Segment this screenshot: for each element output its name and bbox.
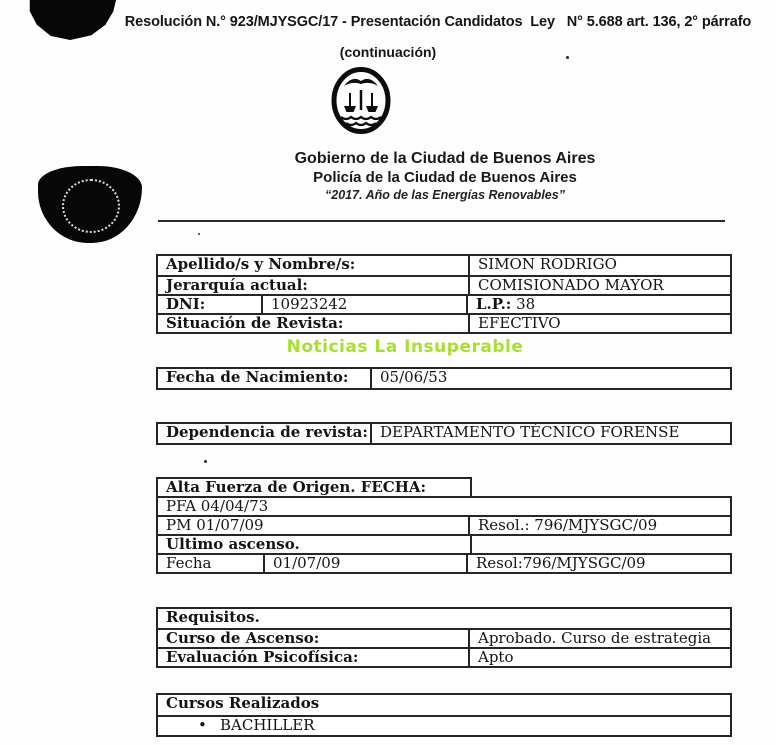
ink-blot-top-left	[28, 0, 116, 40]
table-row-rank	[158, 275, 730, 294]
status-value: EFECTIVO	[468, 315, 730, 332]
table-row-dni	[158, 294, 730, 313]
promotion-resolution: Resol:796/MJYSGC/09	[466, 555, 730, 572]
dependency-label: Dependencia de revista:	[166, 424, 368, 441]
pfa-date: PFA 04/04/73	[166, 498, 269, 515]
table-row-courses-header	[158, 695, 730, 715]
pm-date: PM 01/07/09	[166, 517, 264, 534]
table-row-requirements-header	[158, 609, 730, 628]
last-promotion-date-row	[156, 553, 732, 574]
birth-date-table	[156, 367, 732, 390]
promotion-date-value: 01/07/09	[263, 555, 466, 572]
status-label: Situación de Revista:	[166, 315, 344, 332]
bullet-icon: •	[198, 717, 207, 734]
dni-label: DNI:	[166, 296, 206, 313]
pm-resolution: Resol.: 796/MJYSGC/09	[468, 517, 730, 534]
force-origin-pm-row	[156, 515, 732, 536]
rank-label: Jerarquía actual:	[166, 277, 308, 294]
course-item	[158, 717, 730, 735]
government-name: Gobierno de la Ciudad de Buenos Aires	[294, 150, 596, 167]
dependency-table	[156, 422, 732, 445]
courses-table	[156, 693, 732, 737]
dni-value: 10923242	[261, 296, 466, 313]
lp-label: L.P.:	[476, 296, 512, 313]
eval-value: Apto	[468, 649, 730, 666]
ink-blot-left-margin	[38, 166, 142, 243]
personal-info-table	[156, 254, 732, 334]
lp-value: 38	[511, 296, 536, 313]
course-item-text: BACHILLER	[220, 717, 315, 734]
course-label: Curso de Ascenso:	[166, 630, 320, 647]
table-row-birth	[158, 369, 730, 388]
force-origin-header-cell	[156, 477, 472, 498]
watermark-text: Noticias La Insuperable	[286, 337, 524, 357]
ink-blot-ring-artifact	[62, 179, 120, 233]
ink-speck	[204, 460, 207, 463]
table-row-surname	[158, 256, 730, 275]
surname-value: SIMON RODRIGO	[468, 256, 730, 275]
table-row-status	[158, 313, 730, 332]
table-row-course	[158, 628, 730, 647]
requirements-header: Requisitos.	[166, 609, 260, 626]
promotion-date-label: Fecha	[166, 555, 212, 572]
continuation-label: (continuación)	[339, 44, 437, 60]
birth-label: Fecha de Nacimiento:	[166, 369, 349, 386]
ink-speck	[198, 233, 200, 235]
requirements-table	[156, 607, 732, 668]
rank-value: COMISIONADO MAYOR	[468, 277, 730, 294]
table-row-dependency	[158, 424, 730, 443]
eval-label: Evaluación Psicofísica:	[166, 649, 359, 666]
table-row-psych-eval	[158, 647, 730, 666]
dependency-value: DEPARTAMENTO TÉCNICO FORENSE	[370, 424, 730, 443]
buenos-aires-coat-of-arms-icon	[330, 66, 392, 135]
year-slogan: “2017. Año de las Energías Renovables”	[325, 188, 565, 202]
birth-value: 05/06/53	[370, 369, 730, 388]
police-name: Policía de la Ciudad de Buenos Aires	[313, 169, 577, 186]
lp-field	[466, 296, 730, 313]
header-divider-line	[158, 220, 725, 222]
surname-label: Apellido/s y Nombre/s:	[166, 256, 356, 273]
last-promotion-header-cell	[156, 534, 472, 555]
table-row-course-item	[158, 715, 730, 735]
force-origin-header: Alta Fuerza de Origen. FECHA:	[166, 479, 427, 496]
last-promotion-header: Ultimo ascenso.	[166, 536, 300, 553]
resolution-title: Resolución N.° 923/MJYSGC/17 - Presentación Candidatos Ley N° 5.688 art. 136, 2° párrafo	[124, 14, 752, 30]
course-value: Aprobado. Curso de estrategia	[468, 630, 730, 647]
force-origin-pfa-row	[156, 496, 732, 517]
courses-header: Cursos Realizados	[166, 695, 320, 712]
